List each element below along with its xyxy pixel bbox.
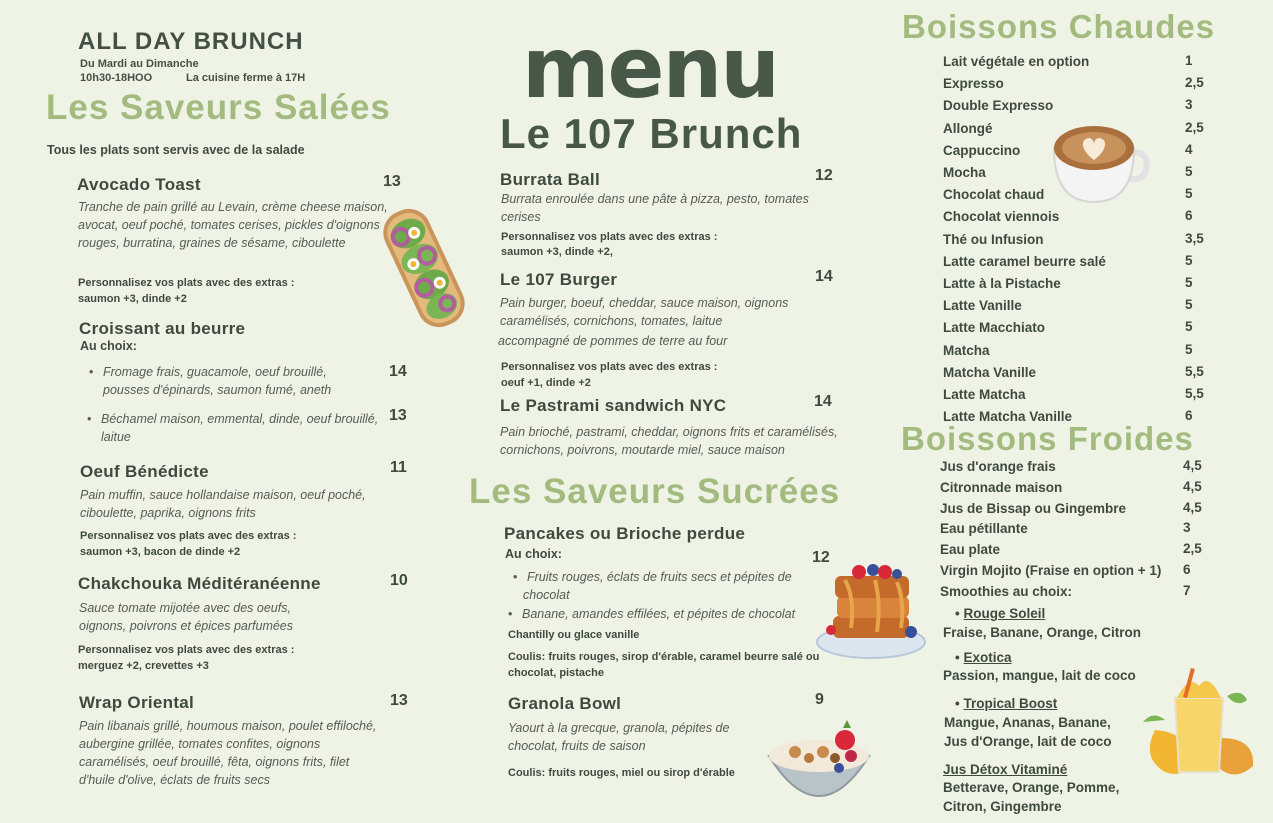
hot-drink-price: 6 [1185, 408, 1193, 424]
burrata-extras: saumon +3, dinde +2, [501, 246, 613, 258]
hot-drink-name: Cappuccino [943, 142, 1021, 158]
pancakes-choice: Au choix: [505, 547, 562, 561]
detox-juice-desc-1: Betterave, Orange, Pomme, [943, 780, 1120, 795]
hot-drink-price: 2,5 [1185, 119, 1204, 135]
cold-drink-name: Eau pétillante [940, 521, 1028, 537]
burrata-price: 12 [815, 167, 833, 184]
smoothie-tropical-name: • Tropical Boost [955, 696, 1058, 711]
hot-drink-name: Latte Macchiato [943, 320, 1046, 336]
pancakes-coulis-1: Coulis: fruits rouges, sirop d'érable, caramel beurre salé ou [508, 651, 820, 663]
hot-drink-name: Expresso [943, 76, 1004, 92]
hot-drink-row [943, 53, 1208, 71]
cold-drink-price: 4,5 [1183, 458, 1202, 473]
hot-drink-name: Latte caramel beurre salé [943, 253, 1106, 269]
avocado-title: Avocado Toast [77, 175, 201, 194]
smoothie-rouge-soleil-name: • Rouge Soleil [955, 606, 1046, 621]
cold-drinks-heading: Boissons Froides [901, 420, 1194, 457]
burrata-desc-2: cerises [501, 210, 541, 224]
hot-drink-price: 6 [1185, 208, 1193, 224]
granola-desc-1: Yaourt à la grecque, granola, pépites de [508, 721, 730, 735]
cold-drink-price: 6 [1183, 562, 1191, 577]
cold-drink-row [940, 479, 1210, 497]
benedicte-title: Oeuf Bénédicte [80, 462, 209, 481]
pastrami-desc-1: Pain brioché, pastrami, cheddar, oignons frits et caramélisés, [500, 425, 838, 439]
wrap-price: 13 [390, 692, 408, 709]
hot-drink-row [943, 208, 1208, 226]
croissant-option-2-price: 13 [389, 407, 407, 424]
hot-drink-price: 3 [1185, 97, 1193, 113]
wrap-desc-3: caramélisés, oeuf brouillé, fêta, oignons frits, filet [79, 755, 350, 769]
hot-drink-row [943, 75, 1208, 93]
burger-desc-3: accompagné de pommes de terre au four [498, 334, 728, 348]
hot-drink-row [943, 364, 1208, 382]
burger-title: Le 107 Burger [500, 270, 618, 289]
benedicte-desc-1: Pain muffin, sauce hollandaise maison, oeuf poché, [80, 488, 366, 502]
hot-drink-name: Chocolat viennois [943, 209, 1060, 225]
hot-drink-price: 4 [1185, 141, 1193, 157]
benedicte-price: 11 [390, 459, 407, 476]
smoothie-exotica-desc: Passion, mangue, lait de coco [943, 668, 1136, 683]
hot-drinks-heading: Boissons Chaudes [902, 8, 1216, 45]
hot-drink-row [943, 342, 1208, 360]
hot-drink-price: 5 [1185, 252, 1193, 268]
burger-desc-2: caramélisés, cornichons, tomates, laitue [500, 314, 723, 328]
burrata-desc-1: Burrata enroulée dans une pâte à pizza, pesto, tomates [501, 192, 809, 206]
hot-drink-name: Chocolat chaud [943, 187, 1045, 203]
hot-drink-price: 2,5 [1185, 75, 1204, 91]
menu-logo: menu [522, 19, 779, 117]
cold-drink-row [940, 458, 1210, 476]
french-toast-image [815, 558, 927, 660]
avocado-extras-label: Personnalisez vos plats avec des extras : [78, 277, 295, 289]
croissant-option-2-line-1: • Béchamel maison, emmental, dinde, oeuf brouillé, [101, 410, 378, 428]
hot-drink-name: Allongé [943, 120, 993, 136]
hot-drink-name: Mocha [943, 165, 986, 180]
hot-drink-price: 5 [1185, 186, 1193, 202]
avocado-desc-2: avocat, oeuf poché, tomates cerises, pickles d'oignons [78, 218, 380, 232]
avocado-toast-image [372, 200, 476, 336]
pastrami-desc-2: cornichons, poivrons, moutarde miel, sauce maison [500, 443, 785, 457]
hot-drink-name: Latte à la Pistache [943, 276, 1061, 291]
smoothie-exotica-label: Exotica [963, 650, 1012, 665]
avocado-desc-3: rouges, burratina, graines de sésame, ciboulette [78, 236, 346, 250]
cold-drink-price: 7 [1183, 582, 1191, 598]
pancakes-coulis-2: chocolat, pistache [508, 667, 604, 679]
burrata-extras-label: Personnalisez vos plats avec des extras : [501, 231, 718, 243]
hot-drink-price: 5,5 [1185, 363, 1204, 379]
cold-drink-price: 4,5 [1183, 478, 1202, 494]
hot-drink-price: 5 [1185, 297, 1193, 313]
hot-drink-name: Matcha [943, 342, 990, 358]
hot-drink-row [943, 253, 1208, 271]
wrap-desc-2: aubergine grillée, tomates confites, oignons [79, 737, 321, 751]
avocado-extras: saumon +3, dinde +2 [78, 293, 187, 305]
cold-drink-row [940, 520, 1210, 538]
cold-drink-name: Smoothies au choix: [940, 583, 1073, 599]
hot-drink-name: Latte Matcha Vanille [943, 409, 1073, 425]
sweet-heading: Les Saveurs Sucrées [469, 472, 841, 511]
croissant-option-1-line-1: • Fromage frais, guacamole, oeuf brouillé, [103, 363, 327, 381]
hot-drink-name: Lait végétale en option [943, 54, 1090, 69]
croissant-option-1-price: 14 [389, 363, 407, 380]
burger-extras-label: Personnalisez vos plats avec des extras : [501, 361, 718, 373]
cold-drink-price: 3 [1183, 520, 1191, 536]
hot-drink-row [943, 231, 1208, 249]
benedicte-desc-2: ciboulette, paprika, oignons frits [80, 506, 256, 520]
opening-hours: 10h30-18HOO [80, 72, 153, 84]
hot-drink-name: Latte Vanille [943, 298, 1022, 314]
croissant-option-2-line-2: laitue [101, 430, 131, 444]
avocado-desc-1: Tranche de pain grillé au Levain, crème cheese maison, [78, 200, 388, 214]
hot-drink-name: Matcha Vanille [943, 364, 1037, 380]
burger-price: 14 [815, 268, 833, 285]
cold-drink-name: Jus d'orange frais [940, 459, 1056, 474]
kitchen-closing: La cuisine ferme à 17H [186, 72, 306, 84]
cold-drink-name: Virgin Mojito (Fraise en option + 1) [940, 563, 1162, 578]
cappuccino-image [1050, 122, 1150, 204]
chakchouka-title: Chakchouka Méditéranéenne [78, 574, 321, 593]
cold-drink-name: Citronnade maison [940, 479, 1063, 495]
hot-drink-price: 1 [1185, 53, 1193, 68]
detox-juice-name: Jus Détox Vitaminé [943, 762, 1068, 777]
cold-drink-price: 4,5 [1183, 499, 1202, 515]
pancakes-price: 12 [812, 549, 830, 566]
pancakes-chantilly: Chantilly ou glace vanille [508, 629, 640, 641]
wrap-desc-4: d'huile d'olive, éclats de fruits secs [79, 773, 270, 787]
restaurant-name: Le 107 Brunch [500, 110, 803, 157]
hot-drink-name: Thé ou Infusion [943, 231, 1044, 247]
hot-drink-row [943, 386, 1208, 404]
burger-desc-1: Pain burger, boeuf, cheddar, sauce maison, oignons [500, 296, 789, 310]
smoothie-exotica-name: • Exotica [955, 650, 1012, 665]
hot-drink-price: 5 [1185, 341, 1193, 357]
cold-drink-price: 2,5 [1183, 541, 1202, 557]
chakchouka-desc-1: Sauce tomate mijotée avec des oeufs, [79, 601, 291, 615]
chakchouka-price: 10 [390, 572, 408, 589]
burrata-title: Burrata Ball [500, 170, 600, 189]
cold-drink-row [940, 583, 1210, 601]
smoothie-tropical-label: Tropical Boost [963, 696, 1058, 711]
croissant-option-1-line-2: pousses d'épinards, saumon fumé, aneth [103, 383, 332, 397]
wrap-title: Wrap Oriental [79, 693, 195, 712]
hot-drink-row [943, 319, 1208, 337]
cold-drink-name: Jus de Bissap ou Gingembre [940, 500, 1127, 516]
hot-drink-price: 3,5 [1185, 230, 1204, 246]
chakchouka-extras-label: Personnalisez vos plats avec des extras : [78, 644, 295, 656]
granola-price: 9 [815, 691, 824, 708]
pancakes-option-1-line-2: chocolat [523, 588, 570, 602]
opening-days: Du Mardi au Dimanche [80, 58, 199, 70]
smoothie-rouge-soleil-desc: Fraise, Banane, Orange, Citron [943, 625, 1142, 640]
hot-drink-row [943, 297, 1208, 315]
hot-drink-row [943, 275, 1208, 293]
cold-drink-name: Eau plate [940, 542, 1001, 558]
granola-bowl-image [765, 716, 873, 820]
hot-drink-name: Latte Matcha [943, 387, 1026, 402]
smoothie-rouge-soleil-label: Rouge Soleil [963, 606, 1046, 621]
hot-drink-price: 5,5 [1185, 386, 1204, 401]
chakchouka-desc-2: oignons, poivrons et épices parfumées [79, 619, 294, 633]
cold-drink-row [940, 500, 1210, 518]
burger-extras: oeuf +1, dinde +2 [501, 377, 591, 389]
savory-note: Tous les plats sont servis avec de la salade [47, 143, 305, 157]
pancakes-option-2: • Banane, amandes effilées, et pépites de chocolat [522, 605, 795, 623]
granola-desc-2: chocolat, fruits de saison [508, 739, 646, 753]
smoothie-image [1135, 668, 1259, 784]
benedicte-extras: saumon +3, bacon de dinde +2 [80, 546, 241, 558]
granola-title: Granola Bowl [508, 694, 622, 713]
smoothie-tropical-desc-2: Jus d'Orange, lait de coco [944, 734, 1112, 749]
pastrami-title: Le Pastrami sandwich NYC [500, 396, 727, 415]
cold-drink-row [940, 541, 1210, 559]
savory-heading: Les Saveurs Salées [46, 88, 391, 127]
chakchouka-extras: merguez +2, crevettes +3 [78, 660, 209, 672]
hot-drink-price: 5 [1185, 275, 1193, 290]
hot-drink-name: Double Expresso [943, 98, 1054, 114]
avocado-price: 13 [383, 173, 401, 190]
wrap-desc-1: Pain libanais grillé, houmous maison, poulet effiloché, [79, 719, 377, 733]
pancakes-title: Pancakes ou Brioche perdue [504, 524, 746, 543]
benedicte-extras-label: Personnalisez vos plats avec des extras : [80, 530, 297, 542]
granola-coulis: Coulis: fruits rouges, miel ou sirop d'érable [508, 767, 735, 779]
smoothie-tropical-desc-1: Mangue, Ananas, Banane, [944, 715, 1111, 730]
pastrami-price: 14 [814, 393, 832, 410]
detox-juice-desc-2: Citron, Gingembre [943, 799, 1062, 814]
pancakes-option-1-line-1: • Fruits rouges, éclats de fruits secs et pépites de [527, 568, 792, 586]
brand-title: ALL DAY BRUNCH [78, 28, 304, 55]
hot-drink-row [943, 97, 1208, 115]
cold-drink-row [940, 562, 1210, 580]
croissant-title: Croissant au beurre [79, 319, 246, 338]
croissant-choice: Au choix: [80, 339, 137, 353]
hot-drink-price: 5 [1185, 164, 1193, 179]
hot-drink-price: 5 [1185, 319, 1193, 335]
